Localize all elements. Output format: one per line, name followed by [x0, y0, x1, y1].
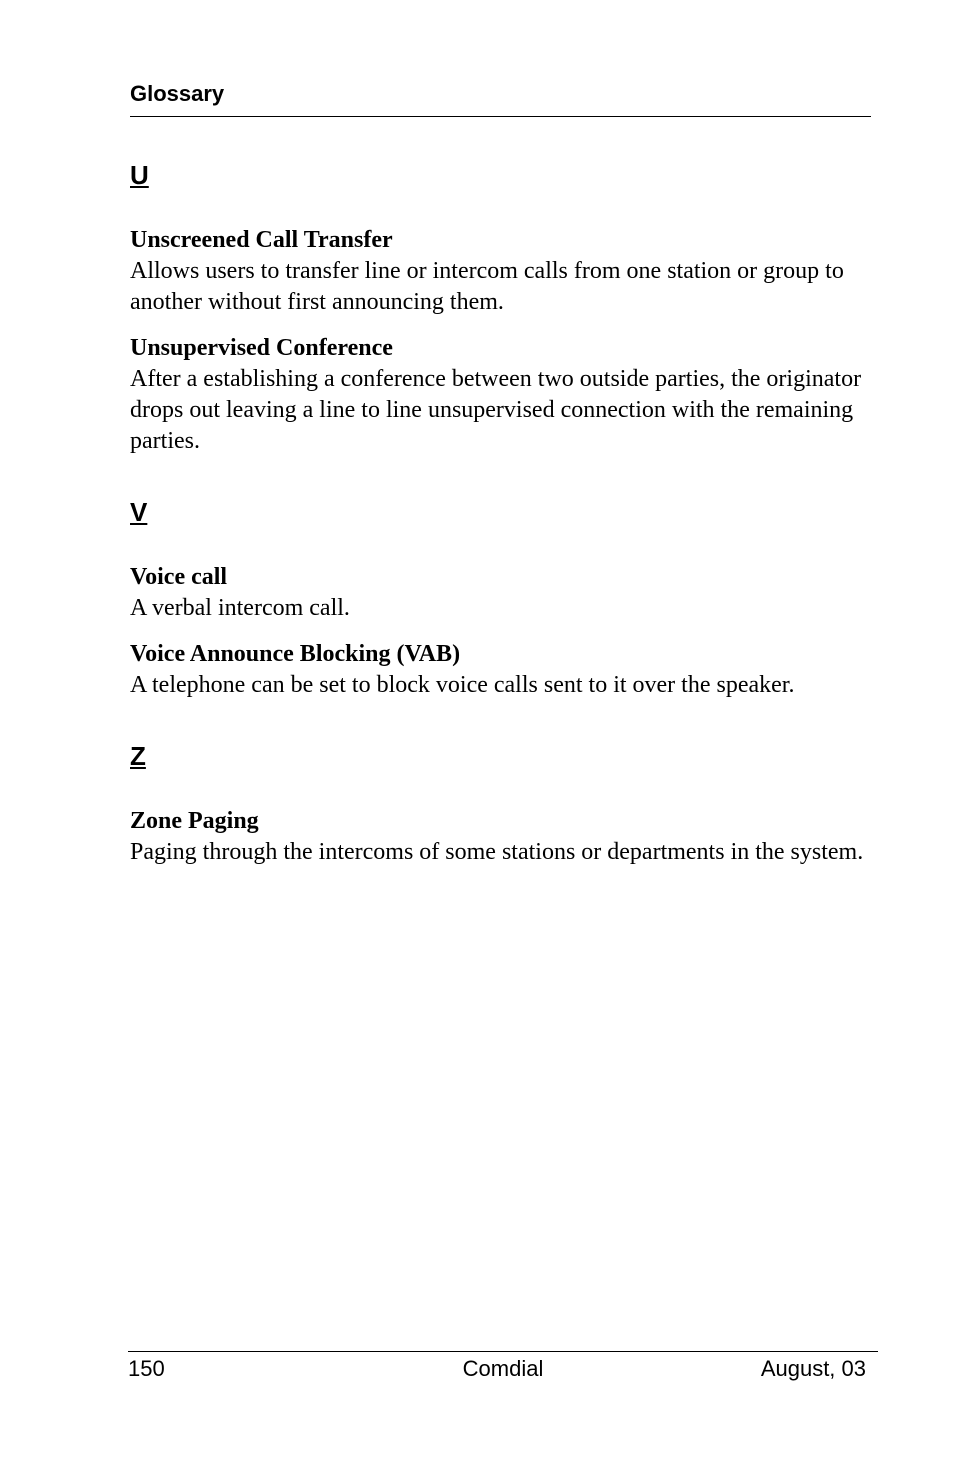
publication-date: August, 03: [760, 1356, 866, 1381]
glossary-entry: [130, 562, 875, 624]
entry-term: Unscreened Call Transfer: [130, 227, 393, 253]
section-v: [130, 495, 875, 701]
publisher-name: Comdial: [462, 1356, 544, 1381]
entry-list: [130, 225, 875, 457]
glossary-entry: [130, 333, 875, 457]
section-z: [130, 739, 875, 868]
section-letter: V: [130, 497, 148, 527]
entry-definition: A verbal intercom call.: [130, 595, 350, 621]
entry-term: Zone Paging: [130, 808, 259, 834]
page-number: 150: [128, 1356, 165, 1381]
footer-row: [128, 1352, 878, 1386]
entry-definition: After a establishing a conference between two outside parties, the originator drops out leaving a line to line unsupervised connection with the remaining parties.: [130, 366, 862, 454]
glossary-entry: [130, 806, 875, 868]
entry-term: Voice call: [130, 564, 228, 590]
page-footer: [128, 1351, 878, 1386]
entry-definition: Allows users to transfer line or intercom calls from one station or group to another without first announcing them.: [130, 258, 844, 315]
entry-list: [130, 562, 875, 701]
entry-definition: Paging through the intercoms of some stations or departments in the system.: [130, 839, 864, 865]
glossary-entry: [130, 639, 875, 701]
entry-definition: A telephone can be set to block voice calls sent to it over the speaker.: [130, 672, 795, 698]
page-title: Glossary: [130, 81, 225, 106]
section-letter: U: [130, 160, 149, 190]
entry-list: [130, 806, 875, 868]
entry-term: Unsupervised Conference: [130, 335, 393, 361]
entry-term: Voice Announce Blocking (VAB): [130, 641, 461, 667]
page-header: [130, 80, 871, 117]
section-u: [130, 158, 875, 457]
glossary-entry: [130, 225, 875, 318]
glossary-content: [130, 158, 875, 906]
section-letter: Z: [130, 741, 146, 771]
